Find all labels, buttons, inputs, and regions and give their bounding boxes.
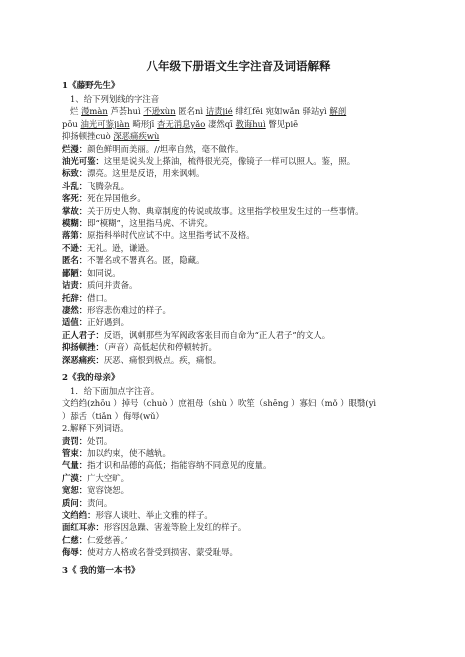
pinyin-word: 教诲huì — [235, 118, 266, 129]
term-definition: 关于历史人物、典章制度的传说或故事。这里指学校里发生过的一些事情。 — [87, 205, 364, 216]
term: 责罚： — [62, 435, 88, 446]
term-definition: 借口。 — [87, 292, 113, 303]
pinyin-line-2 — [62, 118, 415, 130]
pinyin-word: 芦荟huì — [110, 106, 141, 117]
term: 客死： — [62, 193, 88, 204]
term: 适值： — [62, 317, 88, 328]
term: 斗乱： — [62, 180, 88, 191]
definition-item — [62, 267, 415, 279]
term: 油光可鉴： — [62, 156, 104, 167]
term: 侮辱： — [62, 547, 88, 558]
term: 宽恕： — [62, 485, 88, 496]
definition-item — [62, 292, 415, 304]
document-title: 八年级下册语文生字注音及词语解释 — [146, 59, 331, 73]
pinyin-line-5: ）舔舌（tiǎn ）侮辱(wǔ） — [62, 410, 164, 421]
term: 诘责： — [62, 280, 88, 291]
definition-item — [62, 242, 415, 254]
definition-item — [62, 534, 415, 546]
pinyin-word: 深恶痛疾wù — [113, 131, 160, 142]
definition-item — [62, 497, 415, 509]
term: 落第： — [62, 230, 88, 241]
term: 文绉绉： — [62, 510, 96, 520]
definition-item — [62, 229, 415, 241]
term: 鄙陋： — [62, 267, 88, 278]
definition-item — [62, 192, 415, 204]
pinyin-line-4: 文绉绉(zhōu ）掉号（chuò ）庶祖母（shù ）吹笙（shēng ）寡妇（mǒ ）眼翳(yì — [62, 398, 377, 409]
definition-item — [62, 316, 415, 328]
section-heading-3: 3《 我的第一本书》 — [62, 565, 140, 576]
definition-item — [62, 205, 415, 217]
term: 质问： — [62, 497, 88, 508]
term: 标致： — [62, 168, 88, 179]
term-definition: 即“模糊”，这里指马虎、不讲究。 — [87, 218, 213, 229]
term-definition: 责问。 — [87, 497, 113, 508]
definition-item — [62, 341, 415, 353]
term-definition: 质问并责备。 — [87, 280, 138, 291]
term: 不逊： — [62, 242, 88, 253]
pinyin-word: 凄然qī — [207, 118, 233, 129]
term-definition: 仁爱慈善。’ — [87, 534, 128, 545]
pinyin-word: 瞥见piē — [268, 118, 299, 129]
pinyin-word: 畸形jī — [132, 118, 155, 129]
definition-item — [62, 484, 415, 496]
term-definition: 形容因急躁、害羞等脸上发红的样子。 — [103, 522, 247, 533]
pinyin-word: pōu — [62, 118, 78, 129]
term: 深恶痛疾： — [62, 354, 104, 365]
term-definition: 颜色鲜明而美丽。//坦率自然，毫不做作。 — [87, 143, 244, 154]
definition-item — [62, 459, 415, 471]
term-definition: 死在异国他乡。 — [87, 193, 146, 204]
definition-item — [62, 279, 415, 291]
pinyin-word: 绯红fēi — [235, 106, 263, 117]
pinyin-line-3 — [62, 130, 415, 142]
term-definition: 处罚。 — [87, 435, 113, 446]
term-definition: 这里是说头发上搽油，梳得很光亮，像镜子一样可以照人。鉴，照。 — [103, 156, 356, 167]
term-definition: 无礼。逊，谦逊。 — [87, 242, 155, 253]
section-heading-2: 2《我的母亲》 — [62, 372, 120, 383]
term-definition: 宽容饶恕。 — [87, 485, 129, 496]
term-definition: 广大空旷。 — [87, 472, 129, 483]
definition-item — [62, 254, 415, 266]
term-definition: 加以约束，使不越轨。 — [87, 447, 171, 458]
term: 掌故： — [62, 205, 88, 216]
pinyin-word: 匿名nì — [178, 106, 204, 117]
term-definition: 如同说。 — [87, 267, 121, 278]
term-definition: 厌恶、痛恨到极点。疾，痛恨。 — [103, 354, 222, 365]
term: 广漠： — [62, 472, 88, 483]
term: 烂漫： — [62, 143, 88, 154]
term-definition: 飞腾杂乱。 — [87, 180, 129, 191]
question-1: 1、给下列划线的字注音 — [70, 94, 160, 104]
definition-item — [62, 304, 415, 316]
definition-item — [62, 143, 415, 155]
term: 仁慈： — [62, 534, 88, 545]
definition-item — [62, 472, 415, 484]
pinyin-word: 漫màn — [81, 106, 108, 117]
term-definition: 漂亮。这里是反语，用来讽刺。 — [87, 168, 205, 179]
term-definition: （声音）高低起伏和停顿转折。 — [103, 342, 217, 353]
definition-item — [62, 546, 415, 558]
term-definition: 使对方人格或名誉受到损害、蒙受耻辱。 — [87, 547, 238, 558]
definition-item — [62, 155, 415, 167]
definition-item — [62, 354, 415, 366]
term: 管束： — [62, 447, 88, 458]
term: 面红耳赤： — [62, 522, 104, 533]
definition-item — [62, 217, 415, 229]
term: 正人君子： — [62, 329, 104, 340]
definition-list-2 — [62, 435, 415, 559]
term-definition: 形容人谈吐、举止文雅的样子。 — [95, 510, 213, 520]
definition-item — [62, 521, 415, 533]
term-definition: 不署名或不署真名。匿，隐藏。 — [87, 255, 205, 266]
pinyin-word: 油光可鉴jiàn — [80, 118, 130, 129]
pinyin-word: 杳无消息yǎo — [157, 118, 206, 129]
pinyin-word: 解剖 — [329, 106, 347, 117]
term: 托辞： — [62, 292, 88, 303]
pinyin-word: 烂 — [70, 106, 79, 117]
definition-item — [62, 435, 415, 447]
pinyin-word: 驿站yì — [302, 106, 327, 117]
definition-item — [62, 167, 415, 179]
definition-item — [62, 509, 415, 521]
term: 匿名： — [62, 255, 88, 266]
term: 凄然： — [62, 304, 88, 315]
pinyin-word: 抑扬顿挫cuò — [62, 131, 111, 142]
section-heading-1: 1《藤野先生》 — [62, 81, 120, 91]
pinyin-word: 诘责jié — [205, 106, 233, 117]
term: 模糊： — [62, 218, 88, 229]
term-definition: 形容悲伤难过的样子。 — [87, 304, 171, 315]
definition-item — [62, 329, 415, 341]
term-definition: 原指科举时代应试不中。这里指考试不及格。 — [87, 230, 255, 241]
definition-list-1 — [62, 143, 415, 366]
pinyin-word: 宛如wǎn — [265, 106, 300, 117]
pinyin-line-1 — [62, 105, 415, 117]
pinyin-word: 不逊xùn — [143, 106, 176, 117]
term: 抑扬顿挫： — [62, 342, 104, 353]
definition-item — [62, 447, 415, 459]
term-definition: 反语，讽刺那些为军阀政客张目而自命为“正人君子”的文人。 — [103, 329, 331, 340]
definition-item — [62, 180, 415, 192]
question-2-2: 2.解释下列词语。 — [62, 423, 129, 434]
term-definition: 正好遇到。 — [87, 317, 129, 328]
term-definition: 指才识和品德的高低；指能容纳不同意见的度量。 — [87, 460, 272, 471]
question-2-1: 1．给下面加点字注音。 — [70, 385, 160, 396]
term: 气量： — [62, 460, 88, 471]
